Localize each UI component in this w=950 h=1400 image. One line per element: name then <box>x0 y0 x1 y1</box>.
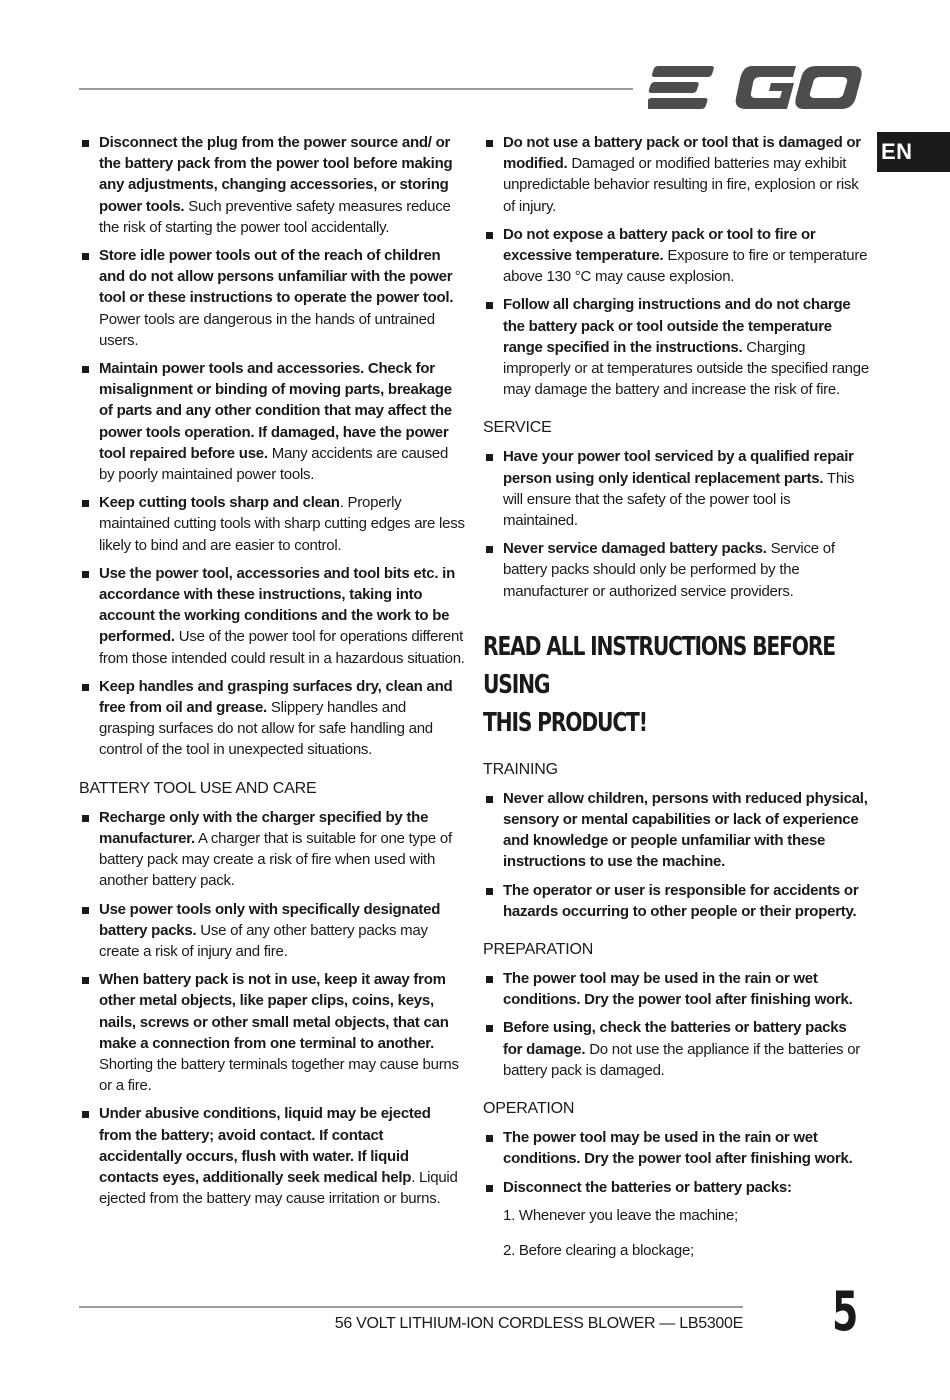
battery-list <box>79 807 465 1210</box>
right-column <box>483 132 869 1275</box>
numbered-item: 1. Whenever you leave the machine; <box>503 1206 738 1224</box>
ego-logo <box>648 62 863 114</box>
list-item: Keep handles and grasping surfaces dry, clean and free from oil and grease. Slippery handles and grasping surfaces do not allow for safe handling and control of the tool in unexpected situations. <box>79 676 465 761</box>
header-rule <box>79 88 633 90</box>
language-tab[interactable]: EN <box>877 132 950 172</box>
page-number: 5 <box>832 1280 859 1343</box>
list-item: Keep cutting tools sharp and clean. Properly maintained cutting tools with sharp cutting edges are less likely to bind and are easier to control. <box>79 492 465 556</box>
battery-section-heading: BATTERY TOOL USE AND CARE <box>79 779 317 797</box>
list-item: Disconnect the batteries or battery packs: <box>483 1177 869 1198</box>
battery-safety-list <box>483 132 869 400</box>
left-column <box>79 132 465 1216</box>
training-list <box>483 788 869 922</box>
list-item: Use the power tool, accessories and tool bits etc. in accordance with these instructions, taking into account the working conditions and the work to be performed. Use of the power tool for operations different from those intended could result in a hazardous situation. <box>79 563 465 669</box>
list-item: When battery pack is not in use, keep it away from other metal objects, like paper clips, coins, keys, nails, screws or other small metal objects, that can make a connection from one terminal to another. Shorting the battery terminals together may cause burns or a fire. <box>79 969 465 1096</box>
list-item: The operator or user is responsible for accidents or hazards occurring to other people or their property. <box>483 880 869 922</box>
list-item: Disconnect the plug from the power source and/ or the battery pack from the power tool before making any adjustments, changing accessories, or storing power tools. Such preventive safety measures reduce the risk of starting the power tool accidentally. <box>79 132 465 238</box>
list-item: Have your power tool serviced by a qualified repair person using only identical replacement parts. This will ensure that the safety of the power tool is maintained. <box>483 446 869 531</box>
list-item: Follow all charging instructions and do not charge the battery pack or tool outside the temperature range specified in the instructions. Charging improperly or at temperatures outside the specified range may damage the battery and increase the risk of fire. <box>483 294 869 400</box>
operation-heading: OPERATION <box>483 1100 575 1118</box>
operation-list <box>483 1127 869 1198</box>
list-item: Do not use a battery pack or tool that is damaged or modified. Damaged or modified batteries may exhibit unpredictable behavior resulting in fire, explosion or risk of injury. <box>483 132 869 217</box>
preparation-heading: PREPARATION <box>483 941 594 959</box>
list-item: Never service damaged battery packs. Service of battery packs should only be performed by the manufacturer or authorized service providers. <box>483 538 869 602</box>
list-item: Recharge only with the charger specified by the manufacturer. A charger that is suitable for one type of battery pack may create a risk of fire when used with another battery pack. <box>79 807 465 892</box>
read-instructions-heading <box>483 628 873 742</box>
footer-title: 56 VOLT LITHIUM-ION CORDLESS BLOWER — LB5300E <box>334 1315 743 1332</box>
training-heading: TRAINING <box>483 760 558 778</box>
list-item: Before using, check the batteries or battery packs for damage. Do not use the appliance if the batteries or battery pack is damaged. <box>483 1017 869 1081</box>
numbered-item: 2. Before clearing a blockage; <box>503 1241 694 1259</box>
heading-line-2: THIS PRODUCT! <box>483 707 647 738</box>
list-item: The power tool may be used in the rain or wet conditions. Dry the power tool after finishing work. <box>483 968 869 1010</box>
list-item: Do not expose a battery pack or tool to fire or excessive temperature. Exposure to fire or temperature above 130 °C may cause explosion. <box>483 224 869 288</box>
service-heading: SERVICE <box>483 419 552 437</box>
preparation-list <box>483 968 869 1081</box>
service-list <box>483 446 869 601</box>
footer-rule <box>79 1306 743 1308</box>
list-item: Maintain power tools and accessories. Check for misalignment or binding of moving parts, breakage of parts and any other condition that may affect the power tools operation. If damaged, have the power tool repaired before use. Many accidents are caused by poorly maintained power tools. <box>79 358 465 485</box>
list-item: Use power tools only with specifically designated battery packs. Use of any other battery packs may create a risk of injury and fire. <box>79 899 465 963</box>
list-item: Store idle power tools out of the reach of children and do not allow persons unfamiliar with the power tool or these instructions to operate the power tool. Power tools are dangerous in the hands of untrained users. <box>79 245 465 351</box>
heading-line-1: READ ALL INSTRUCTIONS BEFORE USING <box>483 631 835 700</box>
safety-list <box>79 132 465 761</box>
list-item: The power tool may be used in the rain or wet conditions. Dry the power tool after finishing work. <box>483 1127 869 1169</box>
list-item: Under abusive conditions, liquid may be ejected from the battery; avoid contact. If contact accidentally occurs, flush with water. If liquid contacts eyes, additionally seek medical help. Liquid ejected from the battery may cause irritation or burns. <box>79 1103 465 1209</box>
list-item: Never allow children, persons with reduced physical, sensory or mental capabilities or lack of experience and knowledge or people unfamiliar with these instructions to use the machine. <box>483 788 869 873</box>
